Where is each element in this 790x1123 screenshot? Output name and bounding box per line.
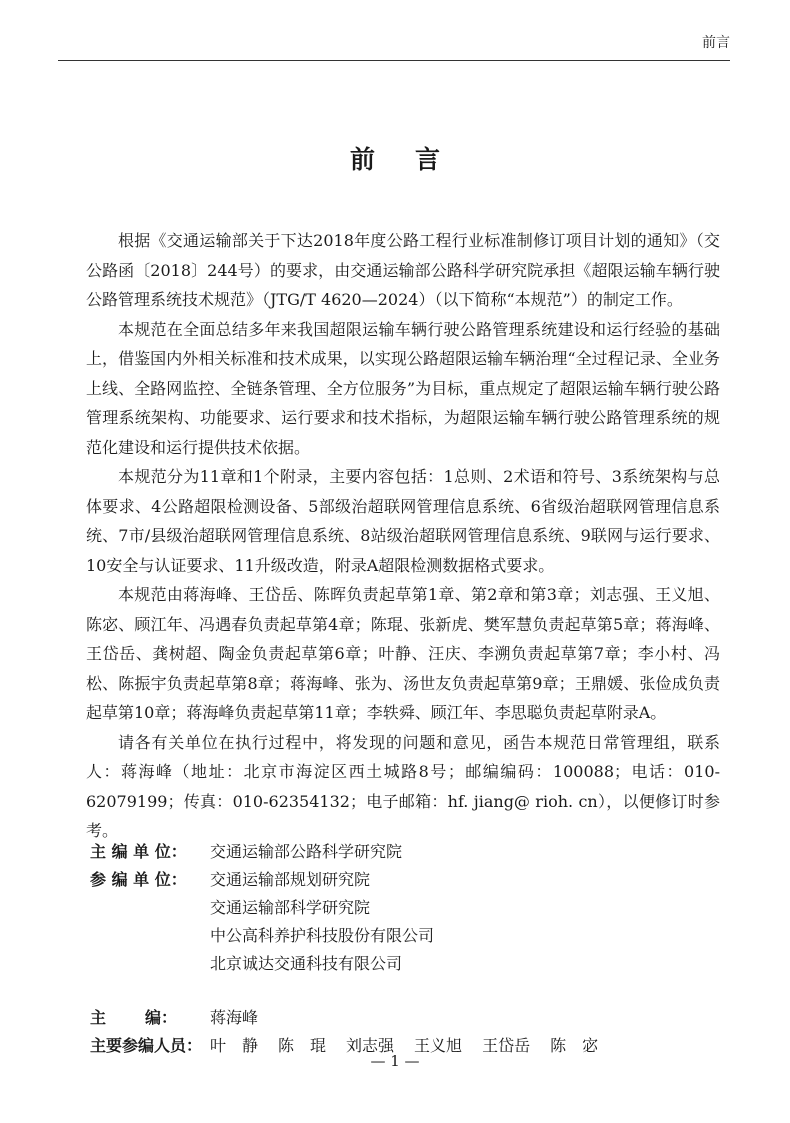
participating-units-label: 参 编 单 位： [90, 870, 187, 889]
preface-body [86, 226, 720, 846]
main-participants-label: 主要参编人员： [90, 1036, 203, 1055]
paragraph-contents: 本规范分为11章和1个附录，主要内容包括：1总则、2术语和符号、3系统架构与总体要求、4公路超限检测设备、5部级治超联网管理信息系统、6省级治超联网管理信息系统、7市/县级治超联网管理信息系统、8站级治超联网管理信息系统、9联网与运行要求、10安全与认证要求、11升级改造，附录A超限检测数据格式要求。 [86, 467, 720, 575]
paragraph-authors: 本规范由蒋海峰、王岱岳、陈晖负责起草第1章、第2章和第3章；刘志强、王义旭、陈宓、顾江年、冯遇春负责起草第4章；陈琨、张新虎、樊军慧负责起草第5章；蒋海峰、王岱岳、龚树超、陶金负责起草第6章；叶静、汪庆、李溯负责起草第7章；李小村、冯松、陈振宇负责起草第8章；蒋海峰、张为、汤世友负责起草第9章；王鼎媛、张俭成负责起草第10章；蒋海峰负责起草第11章；李轶舜、顾江年、李思聪负责起草附录A。 [86, 585, 720, 722]
participating-unit: 北京诚达交通科技有限公司 [210, 954, 403, 973]
credits-block [90, 838, 710, 1060]
participant-name: 王义旭 [414, 1036, 463, 1055]
paragraph-contact: 请各有关单位在执行过程中，将发现的问题和意见，函告本规范日常管理组，联系人：蒋海峰（地址：北京市海淀区西土城路8号；邮编编码：100088；电话：010-62079199；传真：010-62354132；电子邮箱：hf. jiang@ rioh. cn），以便修订时参考。 [86, 732, 720, 840]
chief-editor: 蒋海峰 [210, 1008, 259, 1027]
running-header: 前言 [702, 35, 730, 51]
chief-unit-label: 主 编 单 位： [90, 842, 187, 861]
page-title: 前言 [349, 145, 480, 174]
participant-name: 刘志强 [346, 1036, 395, 1055]
chief-editor-label: 主 编： [90, 1008, 177, 1027]
page-number: — 1 — [370, 1052, 420, 1070]
chief-unit: 交通运输部公路科学研究院 [210, 842, 403, 861]
participating-unit: 交通运输部科学研究院 [210, 898, 371, 917]
paragraph-purpose: 本规范在全面总结多年来我国超限运输车辆行驶公路管理系统建设和运行经验的基础上，借鉴国内外相关标准和技术成果，以实现公路超限运输车辆治理“全过程记录、全业务上线、全路网监控、全链条管理、全方位服务”为目标，重点规定了超限运输车辆行驶公路管理系统架构、功能要求、运行要求和技术指标，为超限运输车辆行驶公路管理系统的规范化建设和运行提供技术依据。 [86, 319, 720, 457]
participating-units-row [90, 866, 710, 978]
chief-editor-row [90, 1004, 710, 1032]
participating-unit: 交通运输部规划研究院 [210, 870, 371, 889]
chief-unit-row [90, 838, 710, 866]
spacer [90, 978, 710, 1004]
participating-unit: 中公高科养护科技股份有限公司 [210, 926, 435, 945]
header-rule [58, 60, 730, 61]
paragraph-background: 根据《交通运输部关于下达2018年度公路工程行业标准制修订项目计划的通知》（交公路函〔2018〕244号）的要求，由交通运输部公路科学研究院承担《超限运输车辆行驶公路管理系统技术规范》（JTG/T 4620—2024）（以下简称“本规范”）的制定工作。 [86, 231, 720, 309]
participant-name: 陈 宓 [550, 1036, 599, 1055]
participant-name: 王岱岳 [482, 1036, 531, 1055]
participant-name: 陈 琨 [278, 1036, 327, 1055]
participant-name: 叶 静 [210, 1036, 259, 1055]
